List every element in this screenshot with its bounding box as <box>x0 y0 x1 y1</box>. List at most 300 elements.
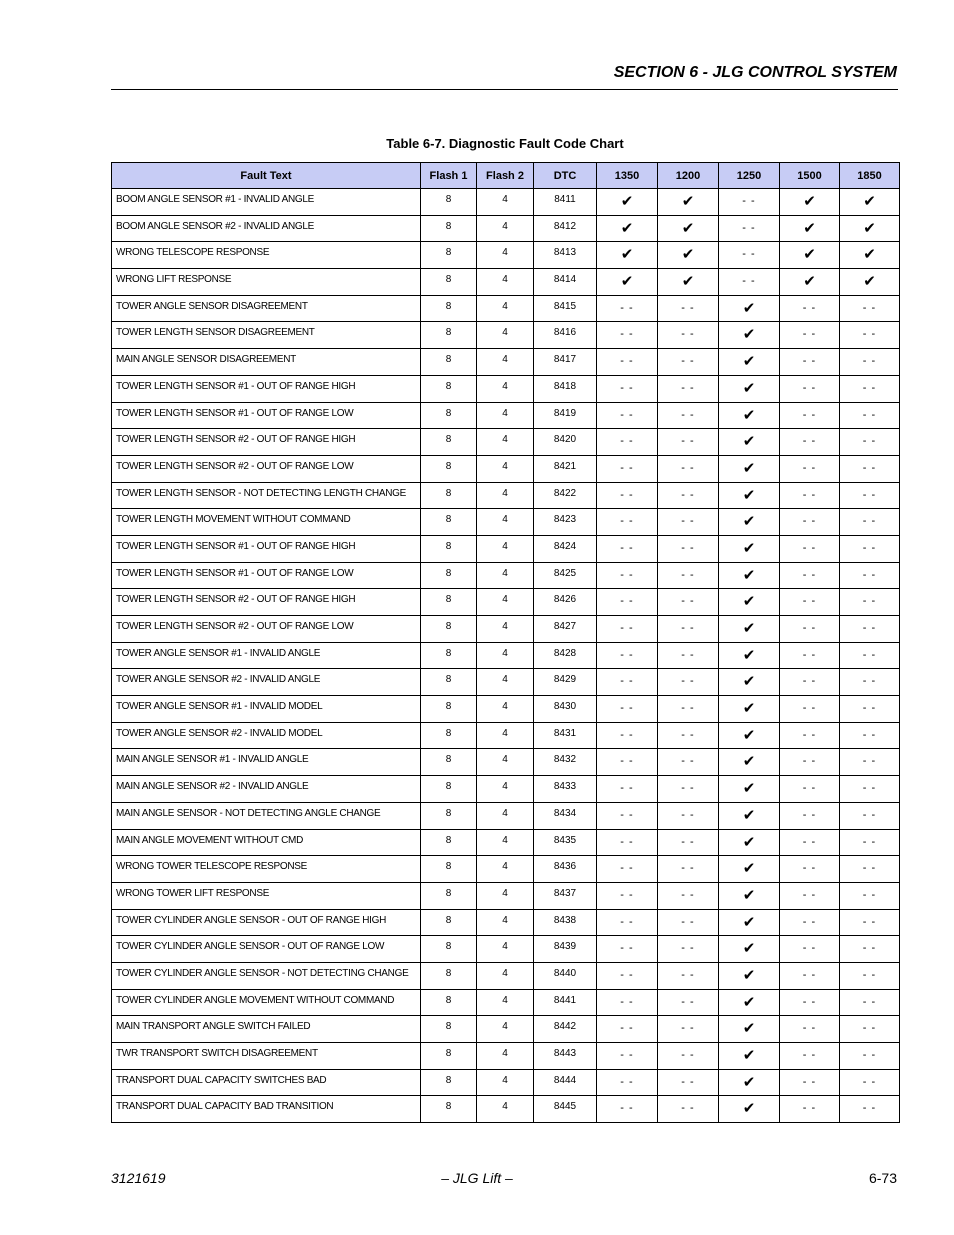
not-applicable-1500: - - <box>780 909 840 936</box>
check-icon-1350: ✔ <box>597 215 658 242</box>
col-header-flash2: Flash 2 <box>477 163 534 189</box>
not-applicable-1500: - - <box>780 535 840 562</box>
flash2-cell: 4 <box>477 829 534 856</box>
fault-text-cell: TWR TRANSPORT SWITCH DISAGREEMENT <box>112 1043 421 1070</box>
not-applicable-1350: - - <box>597 1069 658 1096</box>
check-icon-1200: ✔ <box>658 215 719 242</box>
dtc-cell: 8436 <box>534 856 597 883</box>
flash1-cell: 8 <box>421 215 477 242</box>
section-title: SECTION 6 - JLG CONTROL SYSTEM <box>613 64 897 81</box>
not-applicable-1500: - - <box>780 802 840 829</box>
footer-center-text: – JLG Lift – <box>441 1170 513 1186</box>
not-applicable-1500: - - <box>780 509 840 536</box>
check-icon-1250: ✔ <box>719 882 780 909</box>
fault-text-cell: TOWER LENGTH SENSOR #2 - OUT OF RANGE LOW <box>112 455 421 482</box>
flash1-cell: 8 <box>421 882 477 909</box>
not-applicable-1200: - - <box>658 722 719 749</box>
not-applicable-1500: - - <box>780 562 840 589</box>
table-row <box>112 509 900 536</box>
check-icon-1250: ✔ <box>719 989 780 1016</box>
table-row <box>112 669 900 696</box>
table-row <box>112 1096 900 1123</box>
flash2-cell: 4 <box>477 509 534 536</box>
flash2-cell: 4 <box>477 242 534 269</box>
not-applicable-1850: - - <box>840 455 900 482</box>
not-applicable-1850: - - <box>840 696 900 723</box>
flash1-cell: 8 <box>421 1043 477 1070</box>
not-applicable-1500: - - <box>780 295 840 322</box>
flash2-cell: 4 <box>477 1096 534 1123</box>
not-applicable-1500: - - <box>780 749 840 776</box>
flash1-cell: 8 <box>421 269 477 296</box>
dtc-cell: 8434 <box>534 802 597 829</box>
dtc-cell: 8445 <box>534 1096 597 1123</box>
not-applicable-1200: - - <box>658 1069 719 1096</box>
not-applicable-1350: - - <box>597 989 658 1016</box>
not-applicable-1350: - - <box>597 322 658 349</box>
check-icon-1250: ✔ <box>719 589 780 616</box>
fault-text-cell: TOWER LENGTH SENSOR - NOT DETECTING LENGTH CHANGE <box>112 482 421 509</box>
table-row <box>112 215 900 242</box>
table-row <box>112 882 900 909</box>
flash2-cell: 4 <box>477 349 534 376</box>
not-applicable-1350: - - <box>597 1016 658 1043</box>
not-applicable-1350: - - <box>597 455 658 482</box>
fault-text-cell: TOWER LENGTH SENSOR #2 - OUT OF RANGE LOW <box>112 616 421 643</box>
flash2-cell: 4 <box>477 535 534 562</box>
not-applicable-1850: - - <box>840 375 900 402</box>
flash2-cell: 4 <box>477 429 534 456</box>
fault-text-cell: WRONG TOWER LIFT RESPONSE <box>112 882 421 909</box>
flash1-cell: 8 <box>421 295 477 322</box>
not-applicable-1500: - - <box>780 1043 840 1070</box>
not-applicable-1500: - - <box>780 589 840 616</box>
not-applicable-1500: - - <box>780 642 840 669</box>
flash1-cell: 8 <box>421 856 477 883</box>
not-applicable-1200: - - <box>658 669 719 696</box>
table-row <box>112 375 900 402</box>
check-icon-1250: ✔ <box>719 829 780 856</box>
table-row <box>112 1069 900 1096</box>
dtc-cell: 8441 <box>534 989 597 1016</box>
check-icon-1250: ✔ <box>719 909 780 936</box>
not-applicable-1350: - - <box>597 696 658 723</box>
dtc-cell: 8443 <box>534 1043 597 1070</box>
dtc-cell: 8424 <box>534 535 597 562</box>
check-icon-1850: ✔ <box>840 242 900 269</box>
not-applicable-1500: - - <box>780 856 840 883</box>
not-applicable-1200: - - <box>658 936 719 963</box>
table-row <box>112 802 900 829</box>
flash1-cell: 8 <box>421 1096 477 1123</box>
flash2-cell: 4 <box>477 669 534 696</box>
not-applicable-1350: - - <box>597 375 658 402</box>
not-applicable-1350: - - <box>597 535 658 562</box>
dtc-cell: 8414 <box>534 269 597 296</box>
dtc-cell: 8412 <box>534 215 597 242</box>
fault-text-cell: TOWER LENGTH SENSOR #1 - OUT OF RANGE LOW <box>112 562 421 589</box>
flash2-cell: 4 <box>477 856 534 883</box>
dtc-cell: 8423 <box>534 509 597 536</box>
dtc-cell: 8427 <box>534 616 597 643</box>
table-row <box>112 189 900 216</box>
flash2-cell: 4 <box>477 722 534 749</box>
check-icon-1500: ✔ <box>780 215 840 242</box>
not-applicable-1200: - - <box>658 402 719 429</box>
not-applicable-1350: - - <box>597 589 658 616</box>
flash1-cell: 8 <box>421 909 477 936</box>
fault-text-cell: TOWER LENGTH SENSOR #1 - OUT OF RANGE HIGH <box>112 375 421 402</box>
col-header-fault-text: Fault Text <box>112 163 421 189</box>
not-applicable-1350: - - <box>597 642 658 669</box>
not-applicable-1200: - - <box>658 696 719 723</box>
not-applicable-1850: - - <box>840 669 900 696</box>
dtc-cell: 8442 <box>534 1016 597 1043</box>
flash1-cell: 8 <box>421 616 477 643</box>
check-icon-1500: ✔ <box>780 189 840 216</box>
not-applicable-1200: - - <box>658 882 719 909</box>
not-applicable-1200: - - <box>658 589 719 616</box>
dtc-cell: 8439 <box>534 936 597 963</box>
not-applicable-1500: - - <box>780 482 840 509</box>
flash2-cell: 4 <box>477 215 534 242</box>
check-icon-1250: ✔ <box>719 349 780 376</box>
not-applicable-1500: - - <box>780 349 840 376</box>
dtc-cell: 8426 <box>534 589 597 616</box>
fault-text-cell: MAIN ANGLE SENSOR - NOT DETECTING ANGLE CHANGE <box>112 802 421 829</box>
check-icon-1250: ✔ <box>719 322 780 349</box>
not-applicable-1850: - - <box>840 776 900 803</box>
table-row <box>112 322 900 349</box>
dtc-cell: 8425 <box>534 562 597 589</box>
flash1-cell: 8 <box>421 696 477 723</box>
table-row <box>112 749 900 776</box>
check-icon-1500: ✔ <box>780 269 840 296</box>
fault-text-cell: WRONG TELESCOPE RESPONSE <box>112 242 421 269</box>
check-icon-1250: ✔ <box>719 642 780 669</box>
flash2-cell: 4 <box>477 749 534 776</box>
not-applicable-1500: - - <box>780 989 840 1016</box>
not-applicable-1850: - - <box>840 1043 900 1070</box>
dtc-cell: 8432 <box>534 749 597 776</box>
dtc-cell: 8435 <box>534 829 597 856</box>
not-applicable-1250: - - <box>719 189 780 216</box>
flash2-cell: 4 <box>477 642 534 669</box>
not-applicable-1200: - - <box>658 429 719 456</box>
not-applicable-1850: - - <box>840 322 900 349</box>
flash1-cell: 8 <box>421 776 477 803</box>
flash2-cell: 4 <box>477 295 534 322</box>
flash1-cell: 8 <box>421 482 477 509</box>
fault-text-cell: MAIN TRANSPORT ANGLE SWITCH FAILED <box>112 1016 421 1043</box>
not-applicable-1500: - - <box>780 1069 840 1096</box>
table-row <box>112 936 900 963</box>
check-icon-1850: ✔ <box>840 269 900 296</box>
flash1-cell: 8 <box>421 989 477 1016</box>
flash2-cell: 4 <box>477 189 534 216</box>
doc-number: 3121619 <box>111 1170 166 1186</box>
dtc-cell: 8429 <box>534 669 597 696</box>
flash2-cell: 4 <box>477 375 534 402</box>
flash1-cell: 8 <box>421 349 477 376</box>
not-applicable-1350: - - <box>597 482 658 509</box>
not-applicable-1850: - - <box>840 642 900 669</box>
check-icon-1200: ✔ <box>658 242 719 269</box>
table-row <box>112 1043 900 1070</box>
fault-text-cell: MAIN ANGLE SENSOR DISAGREEMENT <box>112 349 421 376</box>
flash2-cell: 4 <box>477 482 534 509</box>
dtc-cell: 8411 <box>534 189 597 216</box>
flash1-cell: 8 <box>421 562 477 589</box>
fault-text-cell: TOWER CYLINDER ANGLE SENSOR - NOT DETECTING CHANGE <box>112 962 421 989</box>
flash1-cell: 8 <box>421 642 477 669</box>
table-row <box>112 696 900 723</box>
table-body <box>112 189 900 1123</box>
check-icon-1250: ✔ <box>719 455 780 482</box>
flash1-cell: 8 <box>421 1069 477 1096</box>
fault-text-cell: TOWER LENGTH SENSOR #1 - OUT OF RANGE HIGH <box>112 535 421 562</box>
table-row <box>112 776 900 803</box>
check-icon-1250: ✔ <box>719 722 780 749</box>
check-icon-1850: ✔ <box>840 215 900 242</box>
not-applicable-1850: - - <box>840 962 900 989</box>
flash2-cell: 4 <box>477 269 534 296</box>
not-applicable-1500: - - <box>780 776 840 803</box>
check-icon-1250: ✔ <box>719 802 780 829</box>
not-applicable-1500: - - <box>780 882 840 909</box>
fault-text-cell: TOWER CYLINDER ANGLE MOVEMENT WITHOUT COMMAND <box>112 989 421 1016</box>
not-applicable-1500: - - <box>780 455 840 482</box>
check-icon-1250: ✔ <box>719 669 780 696</box>
not-applicable-1200: - - <box>658 749 719 776</box>
not-applicable-1200: - - <box>658 1043 719 1070</box>
col-header-1350: 1350 <box>597 163 658 189</box>
not-applicable-1500: - - <box>780 669 840 696</box>
check-icon-1250: ✔ <box>719 535 780 562</box>
dtc-cell: 8416 <box>534 322 597 349</box>
fault-text-cell: MAIN ANGLE SENSOR #2 - INVALID ANGLE <box>112 776 421 803</box>
fault-text-cell: TRANSPORT DUAL CAPACITY BAD TRANSITION <box>112 1096 421 1123</box>
check-icon-1250: ✔ <box>719 936 780 963</box>
dtc-cell: 8417 <box>534 349 597 376</box>
check-icon-1250: ✔ <box>719 1096 780 1123</box>
not-applicable-1500: - - <box>780 375 840 402</box>
check-icon-1350: ✔ <box>597 242 658 269</box>
flash1-cell: 8 <box>421 242 477 269</box>
table-row <box>112 962 900 989</box>
col-header-1850: 1850 <box>840 163 900 189</box>
table-row <box>112 455 900 482</box>
not-applicable-1200: - - <box>658 375 719 402</box>
not-applicable-1850: - - <box>840 936 900 963</box>
fault-text-cell: MAIN ANGLE MOVEMENT WITHOUT CMD <box>112 829 421 856</box>
not-applicable-1350: - - <box>597 295 658 322</box>
flash2-cell: 4 <box>477 882 534 909</box>
fault-text-cell: TOWER ANGLE SENSOR #2 - INVALID ANGLE <box>112 669 421 696</box>
not-applicable-1350: - - <box>597 509 658 536</box>
flash1-cell: 8 <box>421 429 477 456</box>
col-header-1250: 1250 <box>719 163 780 189</box>
table-row <box>112 989 900 1016</box>
table-row <box>112 242 900 269</box>
not-applicable-1200: - - <box>658 909 719 936</box>
not-applicable-1850: - - <box>840 802 900 829</box>
flash2-cell: 4 <box>477 616 534 643</box>
table-row <box>112 642 900 669</box>
dtc-cell: 8422 <box>534 482 597 509</box>
dtc-cell: 8413 <box>534 242 597 269</box>
flash1-cell: 8 <box>421 829 477 856</box>
not-applicable-1200: - - <box>658 616 719 643</box>
not-applicable-1350: - - <box>597 1096 658 1123</box>
fault-text-cell: TOWER CYLINDER ANGLE SENSOR - OUT OF RANGE HIGH <box>112 909 421 936</box>
not-applicable-1850: - - <box>840 1016 900 1043</box>
not-applicable-1850: - - <box>840 616 900 643</box>
fault-text-cell: MAIN ANGLE SENSOR #1 - INVALID ANGLE <box>112 749 421 776</box>
check-icon-1200: ✔ <box>658 269 719 296</box>
not-applicable-1850: - - <box>840 829 900 856</box>
fault-text-cell: TOWER ANGLE SENSOR #2 - INVALID MODEL <box>112 722 421 749</box>
check-icon-1250: ✔ <box>719 856 780 883</box>
flash2-cell: 4 <box>477 1069 534 1096</box>
not-applicable-1850: - - <box>840 856 900 883</box>
fault-text-cell: TOWER ANGLE SENSOR DISAGREEMENT <box>112 295 421 322</box>
not-applicable-1850: - - <box>840 989 900 1016</box>
fault-text-cell: WRONG LIFT RESPONSE <box>112 269 421 296</box>
not-applicable-1850: - - <box>840 749 900 776</box>
table-row <box>112 909 900 936</box>
fault-text-cell: WRONG TOWER TELESCOPE RESPONSE <box>112 856 421 883</box>
fault-text-cell: TOWER LENGTH SENSOR #2 - OUT OF RANGE HIGH <box>112 589 421 616</box>
not-applicable-1350: - - <box>597 909 658 936</box>
not-applicable-1850: - - <box>840 882 900 909</box>
flash1-cell: 8 <box>421 455 477 482</box>
not-applicable-1850: - - <box>840 589 900 616</box>
not-applicable-1200: - - <box>658 856 719 883</box>
fault-text-cell: BOOM ANGLE SENSOR #2 - INVALID ANGLE <box>112 215 421 242</box>
table-row <box>112 429 900 456</box>
not-applicable-1200: - - <box>658 829 719 856</box>
dtc-cell: 8415 <box>534 295 597 322</box>
not-applicable-1200: - - <box>658 482 719 509</box>
check-icon-1250: ✔ <box>719 429 780 456</box>
flash1-cell: 8 <box>421 509 477 536</box>
flash1-cell: 8 <box>421 936 477 963</box>
table-row <box>112 856 900 883</box>
not-applicable-1850: - - <box>840 482 900 509</box>
not-applicable-1500: - - <box>780 936 840 963</box>
dtc-cell: 8433 <box>534 776 597 803</box>
flash2-cell: 4 <box>477 402 534 429</box>
col-header-1500: 1500 <box>780 163 840 189</box>
not-applicable-1350: - - <box>597 882 658 909</box>
check-icon-1850: ✔ <box>840 189 900 216</box>
check-icon-1200: ✔ <box>658 189 719 216</box>
not-applicable-1200: - - <box>658 295 719 322</box>
not-applicable-1500: - - <box>780 722 840 749</box>
not-applicable-1200: - - <box>658 1096 719 1123</box>
dtc-cell: 8430 <box>534 696 597 723</box>
not-applicable-1850: - - <box>840 402 900 429</box>
dtc-cell: 8440 <box>534 962 597 989</box>
not-applicable-1850: - - <box>840 909 900 936</box>
flash2-cell: 4 <box>477 776 534 803</box>
not-applicable-1850: - - <box>840 535 900 562</box>
flash2-cell: 4 <box>477 455 534 482</box>
not-applicable-1850: - - <box>840 1069 900 1096</box>
check-icon-1250: ✔ <box>719 1069 780 1096</box>
not-applicable-1200: - - <box>658 962 719 989</box>
check-icon-1500: ✔ <box>780 242 840 269</box>
not-applicable-1850: - - <box>840 349 900 376</box>
not-applicable-1250: - - <box>719 269 780 296</box>
flash1-cell: 8 <box>421 749 477 776</box>
flash2-cell: 4 <box>477 962 534 989</box>
flash1-cell: 8 <box>421 802 477 829</box>
not-applicable-1350: - - <box>597 802 658 829</box>
page-number: 6-73 <box>868 1170 897 1186</box>
table-row <box>112 349 900 376</box>
not-applicable-1200: - - <box>658 802 719 829</box>
fault-text-cell: TOWER LENGTH MOVEMENT WITHOUT COMMAND <box>112 509 421 536</box>
dtc-cell: 8437 <box>534 882 597 909</box>
col-header-1200: 1200 <box>658 163 719 189</box>
flash2-cell: 4 <box>477 936 534 963</box>
not-applicable-1850: - - <box>840 295 900 322</box>
not-applicable-1500: - - <box>780 616 840 643</box>
col-header-flash1: Flash 1 <box>421 163 477 189</box>
fault-text-cell: BOOM ANGLE SENSOR #1 - INVALID ANGLE <box>112 189 421 216</box>
not-applicable-1350: - - <box>597 829 658 856</box>
not-applicable-1500: - - <box>780 1096 840 1123</box>
not-applicable-1350: - - <box>597 749 658 776</box>
not-applicable-1350: - - <box>597 429 658 456</box>
flash1-cell: 8 <box>421 722 477 749</box>
flash2-cell: 4 <box>477 696 534 723</box>
not-applicable-1350: - - <box>597 616 658 643</box>
not-applicable-1850: - - <box>840 562 900 589</box>
not-applicable-1850: - - <box>840 509 900 536</box>
not-applicable-1350: - - <box>597 669 658 696</box>
not-applicable-1200: - - <box>658 535 719 562</box>
check-icon-1250: ✔ <box>719 509 780 536</box>
flash1-cell: 8 <box>421 535 477 562</box>
not-applicable-1500: - - <box>780 402 840 429</box>
dtc-cell: 8438 <box>534 909 597 936</box>
table-row <box>112 829 900 856</box>
fault-text-cell: TOWER ANGLE SENSOR #1 - INVALID ANGLE <box>112 642 421 669</box>
table-row <box>112 402 900 429</box>
flash1-cell: 8 <box>421 962 477 989</box>
not-applicable-1500: - - <box>780 322 840 349</box>
not-applicable-1350: - - <box>597 776 658 803</box>
check-icon-1250: ✔ <box>719 482 780 509</box>
not-applicable-1850: - - <box>840 429 900 456</box>
not-applicable-1350: - - <box>597 936 658 963</box>
check-icon-1250: ✔ <box>719 616 780 643</box>
not-applicable-1350: - - <box>597 856 658 883</box>
not-applicable-1200: - - <box>658 455 719 482</box>
flash2-cell: 4 <box>477 1016 534 1043</box>
dtc-cell: 8419 <box>534 402 597 429</box>
table-row <box>112 616 900 643</box>
fault-text-cell: TOWER LENGTH SENSOR #1 - OUT OF RANGE LOW <box>112 402 421 429</box>
dtc-cell: 8444 <box>534 1069 597 1096</box>
not-applicable-1200: - - <box>658 642 719 669</box>
table-row <box>112 562 900 589</box>
flash1-cell: 8 <box>421 589 477 616</box>
not-applicable-1850: - - <box>840 722 900 749</box>
